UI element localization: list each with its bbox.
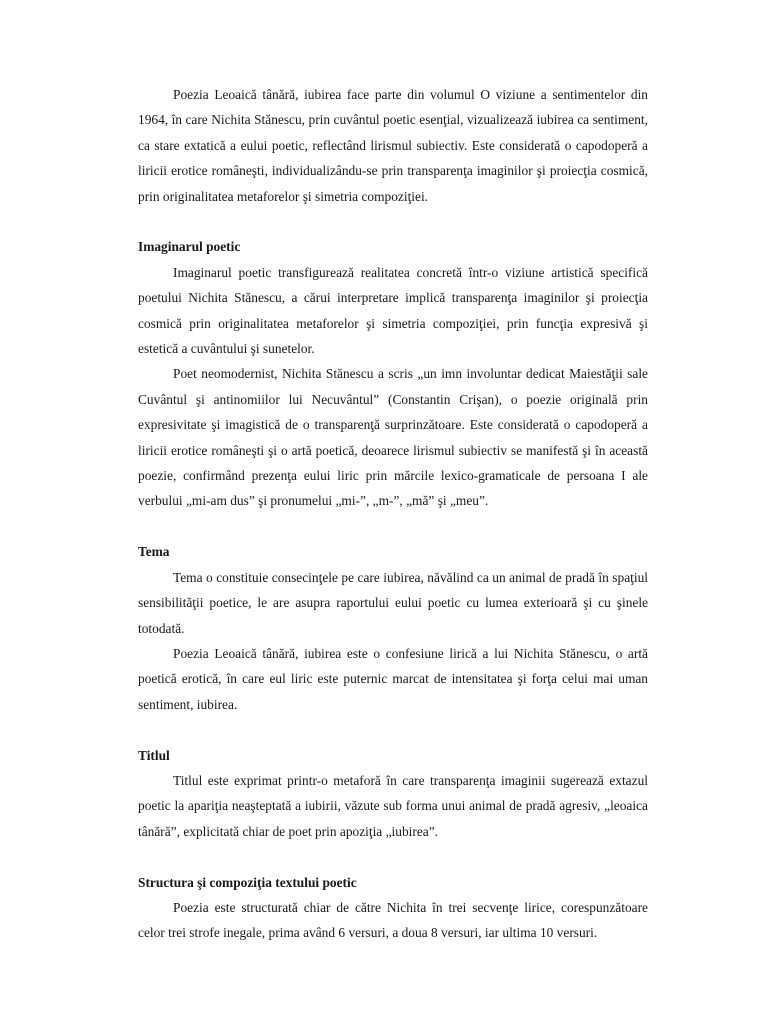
spacer (138, 844, 648, 869)
document-page (138, 82, 648, 946)
section-paragraph: Poezia este structurată chiar de către Nichita în trei secvenţe lirice, corespunzătoare celor trei strofe inegale, prima având 6 versuri, a doua 8 versuri, iar ultima 10 versuri. (138, 899, 648, 941)
section-structura (138, 870, 648, 946)
section-titlul (138, 743, 648, 845)
section-heading: Structura şi compoziţia textului poetic (138, 874, 357, 890)
spacer (138, 514, 648, 539)
section-heading: Titlul (138, 747, 170, 763)
section-heading: Imaginarul poetic (138, 239, 241, 255)
section-imaginarul-poetic (138, 234, 648, 513)
spacer (138, 717, 648, 742)
section-paragraph: Titlul este exprimat printr-o metaforă în care transparenţa imaginii sugerează extazul poetic la apariţia neaşteptată a iubirii, văzute sub forma unui animal de pradă agresiv, „leoaica tânără”, explicitată chiar de poet prin apoziţia „iubirea”. (138, 772, 648, 839)
section-paragraph: Tema o constituie consecinţele pe care iubirea, năvălind ca un animal de pradă în spaţiul sensibilităţii poetice, le are asupra raportului eului poetic cu lumea exterioară şi cu şinele totodată. (138, 569, 648, 636)
intro-paragraph: Poezia Leoaică tânără, iubirea face parte din volumul O viziune a sentimentelor din 1964, în care Nichita Stănescu, prin cuvântul poetic esenţial, vizualizează iubirea ca sentiment, ca stare extatică a eului poetic, reflectând lirismul subiectiv. Este considerată o capodoperă a liricii erotice româneşti, individualizându-se prin transparenţa imaginilor şi proiecţia cosmică, prin originalitatea metaforelor şi simetria compoziţiei. (138, 87, 648, 204)
section-tema (138, 539, 648, 717)
section-paragraph: Poet neomodernist, Nichita Stănescu a scris „un imn involuntar dedicat Maiestăţii sale Cuvântul şi antinomiilor lui Necuvântul” (Constantin Crişan), o poezie originală prin expresivitate şi imagistică de o transparenţă surprinzătoare. Este considerată o capodoperă a liricii erotice româneşti şi o artă poetică, deoarece lirismul subiectiv se manifestă şi în această poezie, confirmând prezenţa eului liric prin mărcile lexico-gramaticale de persoana I ale verbului „mi-am dus” şi pronumelui „mi-”, „m-”, „mă” şi „meu”. (138, 366, 648, 509)
spacer (138, 209, 648, 234)
section-heading: Tema (138, 544, 170, 560)
section-paragraph: Poezia Leoaică tânără, iubirea este o confesiune lirică a lui Nichita Stănescu, o artă poetică erotică, în care eul liric este puternic marcat de intensitatea şi forţa celui mai uman sentiment, iubirea. (138, 645, 648, 712)
section-paragraph: Imaginarul poetic transfigurează realitatea concretă într-o viziune artistică specifică poetului Nichita Stănescu, a cărui interpretare implică transparenţa imaginilor şi proiecţia cosmică prin originalitatea metaforelor şi simetria compoziţiei, prin funcţia expresivă şi estetică a cuvântului şi sunetelor. (138, 264, 648, 357)
